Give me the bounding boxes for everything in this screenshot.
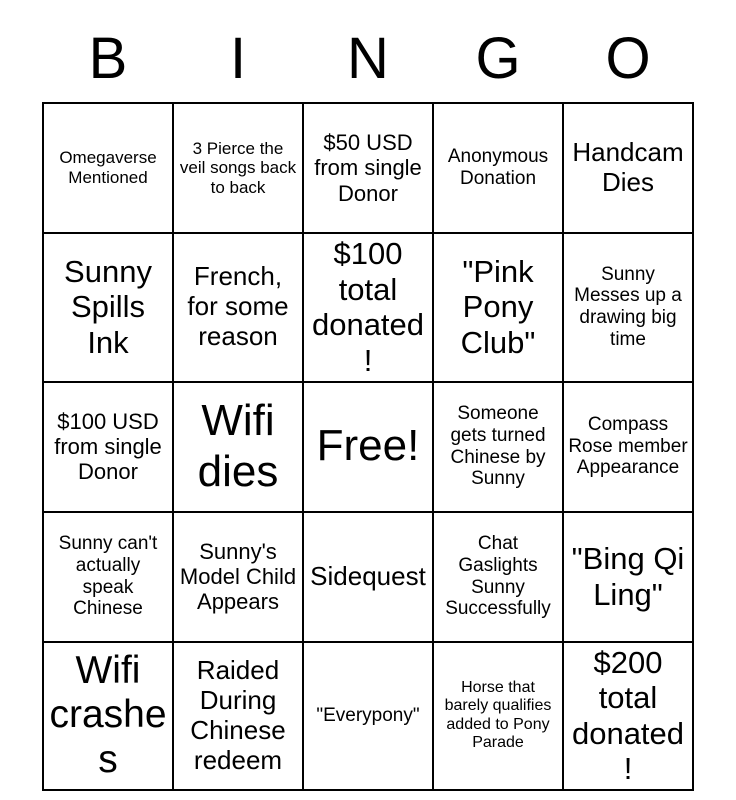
header-letter-b: B: [88, 26, 128, 91]
bingo-row: [43, 103, 693, 233]
bingo-cell-n1[interactable]: $50 USD from single Donor: [303, 103, 433, 233]
bingo-cell-g3[interactable]: Someone gets turned Chinese by Sunny: [433, 382, 563, 512]
bingo-cell-n4[interactable]: Sidequest: [303, 512, 433, 642]
bingo-cell-b1[interactable]: Omegaverse Mentioned: [43, 103, 173, 233]
bingo-cell-n2[interactable]: $100 total donated!: [303, 233, 433, 382]
bingo-cell-o3[interactable]: Compass Rose member Appearance: [563, 382, 693, 512]
bingo-row: [43, 512, 693, 642]
bingo-cell-b2[interactable]: Sunny Spills Ink: [43, 233, 173, 382]
bingo-grid: [42, 102, 694, 791]
bingo-cell-o2[interactable]: Sunny Messes up a drawing big time: [563, 233, 693, 382]
bingo-row: [43, 642, 693, 791]
bingo-header: [43, 0, 693, 92]
bingo-cell-n5[interactable]: "Everypony": [303, 642, 433, 791]
bingo-cell-i5[interactable]: Raided During Chinese redeem: [173, 642, 303, 791]
bingo-cell-o1[interactable]: Handcam Dies: [563, 103, 693, 233]
bingo-cell-g4[interactable]: Chat Gaslights Sunny Successfully: [433, 512, 563, 642]
bingo-cell-b5[interactable]: Wifi crashes: [43, 642, 173, 791]
bingo-row: [43, 382, 693, 512]
header-letter-i: I: [229, 26, 247, 91]
header-letter-o: O: [605, 26, 651, 91]
bingo-cell-i4[interactable]: Sunny's Model Child Appears: [173, 512, 303, 642]
bingo-cell-i2[interactable]: French, for some reason: [173, 233, 303, 382]
bingo-cell-i3[interactable]: Wifi dies: [173, 382, 303, 512]
header-letter-g: G: [475, 26, 521, 91]
bingo-cell-o4[interactable]: "Bing Qi Ling": [563, 512, 693, 642]
bingo-cell-b3[interactable]: $100 USD from single Donor: [43, 382, 173, 512]
bingo-cell-g2[interactable]: "Pink Pony Club": [433, 233, 563, 382]
bingo-row: [43, 233, 693, 382]
bingo-cell-i1[interactable]: 3 Pierce the veil songs back to back: [173, 103, 303, 233]
bingo-cell-o5[interactable]: $200 total donated!: [563, 642, 693, 791]
header-letter-n: N: [347, 26, 389, 91]
bingo-cell-g1[interactable]: Anonymous Donation: [433, 103, 563, 233]
bingo-cell-free[interactable]: Free!: [303, 382, 433, 512]
bingo-cell-b4[interactable]: Sunny can't actually speak Chinese: [43, 512, 173, 642]
bingo-cell-g5[interactable]: Horse that barely qualifies added to Pony Parade: [433, 642, 563, 791]
